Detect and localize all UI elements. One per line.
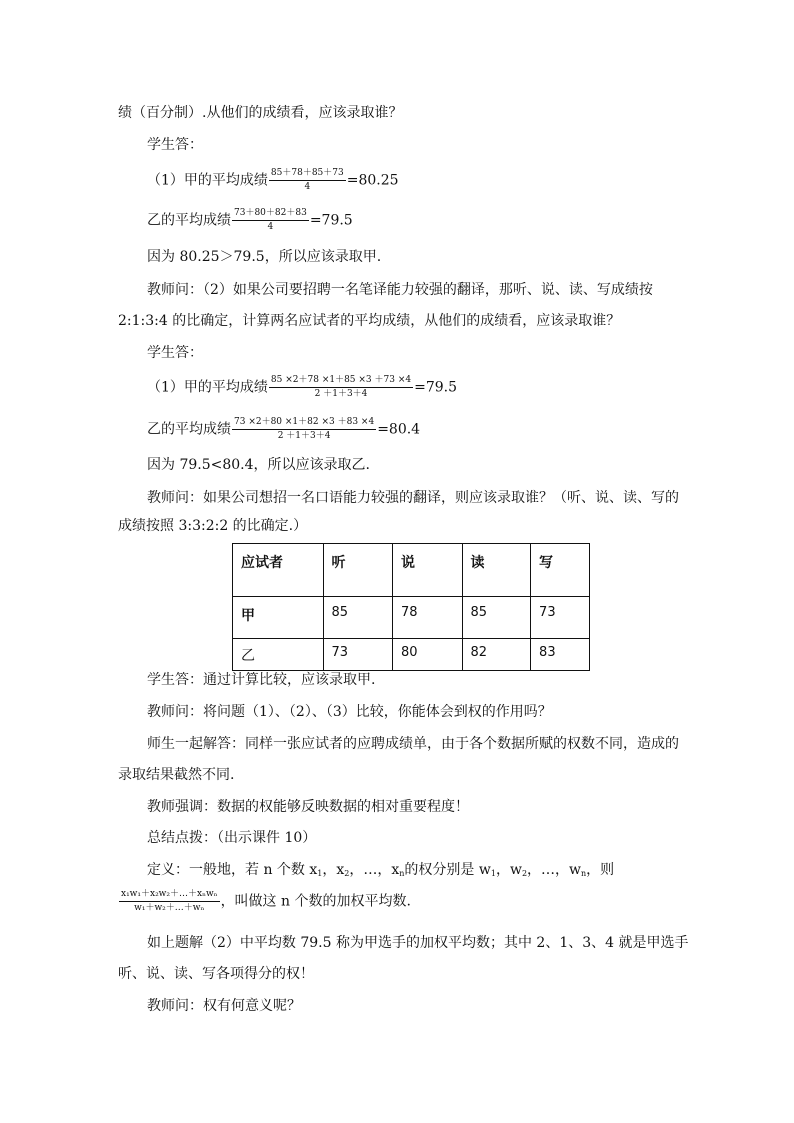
table-header-cell: 写 (531, 544, 590, 597)
formula-line-jia-average: （1）甲的平均成绩 $\frac{85+78+85+73}{4}$ =80.25 (147, 168, 399, 192)
table-cell: 73 (323, 639, 393, 671)
teacher-question: 教师问：如果公司想招一名口语能力较强的翻译，则应该录取谁？（听、说、读、写的 (147, 490, 679, 506)
fraction: $\frac{73+80+82+83}{4}$ (234, 208, 307, 232)
table-row (233, 639, 590, 671)
paragraph-line: 绩（百分制）.从他们的成绩看，应该录取谁？ (118, 105, 403, 121)
paragraph-line: 因为 79.5<80.4，所以应该录取乙. (147, 457, 370, 473)
paragraph-line: 2:1:3:4 的比确定，计算两名应试者的平均成绩，从他们的成绩看，应该录取谁？ (118, 313, 621, 329)
fraction: $\frac{85 \times 2+78 \times 1+85 \times 3 +73 \times 4}{2 +1+3+4}$ (270, 375, 412, 399)
fraction: $\frac{\text{x₁w₁＋x₂w₂＋…＋xₙwₙ}}{\text{w₁＋w₂＋…＋wₙ}}$ (121, 889, 218, 913)
table-cell: 80 (393, 639, 463, 671)
table-cell: 82 (462, 639, 531, 671)
table-cell: 85 (323, 597, 393, 639)
table-cell: 73 (531, 597, 590, 639)
fraction: $\frac{73 \times 2+80 \times 1+82 \times 3 +83 \times 4}{2 +1+3+4}$ (234, 417, 375, 441)
teacher-emphasis: 教师强调：数据的权能够反映数据的相对重要程度！ (147, 799, 469, 815)
paragraph-line: 听、说、读、写各项得分的权！ (118, 966, 314, 982)
formula-line-yi-average: 乙的平均成绩 $\frac{73+80+82+83}{4}$ =79.5 (147, 208, 353, 232)
paragraph-line: 因为 80.25＞79.5，所以应该录取甲. (147, 249, 382, 265)
table-header-cell: 应试者 (233, 544, 324, 597)
paragraph-line: 录取结果截然不同. (118, 767, 235, 783)
paragraph-line: 师生一起解答：同样一张应试者的应聘成绩单，由于各个数据所赋的权数不同，造成的 (147, 736, 679, 752)
table-cell: 甲 (233, 597, 324, 639)
summary-heading: 总结点拨：（出示课件 10） (147, 830, 317, 846)
teacher-question: 教师问：（2）如果公司要招聘一名笔译能力较强的翻译，那听、说、读、写成绩按 (147, 282, 653, 298)
formula-line-jia-weighted: （1）甲的平均成绩 $\frac{85 \times 2+78 \times 1+85 \times 3 +73 \times 4}{2 +1+3+4}$ =79.5 (147, 375, 458, 399)
table-cell: 85 (462, 597, 531, 639)
paragraph-line: 如上题解（2）中平均数 79.5 称为甲选手的加权平均数；其中 2、1、3、4 就是甲选手 (147, 935, 689, 951)
teacher-question: 教师问：权有何意义呢？ (147, 998, 301, 1014)
table-header-row (233, 544, 590, 597)
table-cell: 乙 (233, 639, 324, 671)
weighted-mean-formula-line: $\frac{\text{x₁w₁＋x₂w₂＋…＋xₙwₙ}}{\text{w₁＋w₂＋…＋wₙ}}$ ，叫做这 n 个数的加权平均数. (121, 889, 411, 913)
student-answer: 学生答：通过计算比较，应该录取甲. (147, 672, 376, 688)
student-answer-label: 学生答： (147, 137, 203, 153)
table-row (233, 597, 590, 639)
table-header-cell: 读 (462, 544, 531, 597)
table-header-cell: 说 (393, 544, 463, 597)
student-answer-label: 学生答： (147, 345, 203, 361)
table-cell: 78 (393, 597, 463, 639)
table-header-cell: 听 (323, 544, 393, 597)
teacher-question: 教师问：将问题（1）、（2）、（3）比较，你能体会到权的作用吗？ (147, 704, 552, 720)
formula-line-yi-weighted: 乙的平均成绩 $\frac{73 \times 2+80 \times 1+82 \times 3 +83 \times 4}{2 +1+3+4}$ =80.4 (147, 417, 421, 441)
table-cell: 83 (531, 639, 590, 671)
fraction: $\frac{85+78+85+73}{4}$ (270, 168, 344, 192)
definition-line: 定义：一般地，若 n 个数 $x_1$，$x_2$，…，$x_n$的权分别是 $w_1$，$w_2$，…，$w_n$，则 (147, 862, 615, 878)
paragraph-line: 成绩按照 3:3:2:2 的比确定.） (118, 518, 308, 534)
score-table (232, 543, 590, 671)
